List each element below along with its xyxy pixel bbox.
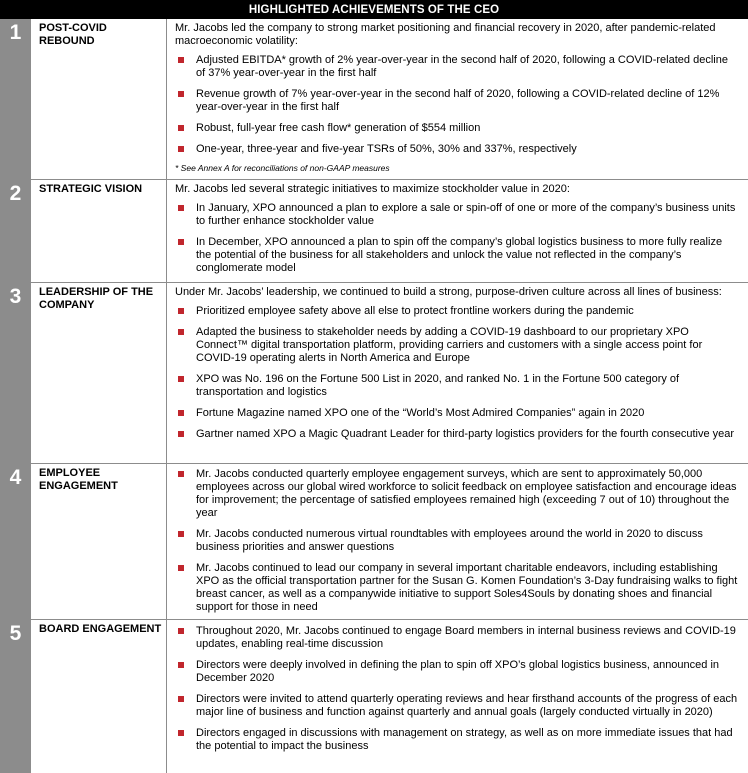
square-bullet-icon [178,696,184,702]
list-item: Adjusted EBITDA* growth of 2% year-over-year in the second half of 2020, following a COVID-related decline of 37% year-over-year in the first half [175,54,740,80]
bullet-list [175,625,740,753]
list-item: Revenue growth of 7% year-over-year in the second half of 2020, following a COVID-related decline of 12% year-over-year in the first half [175,88,740,114]
section-number: 4 [0,464,31,619]
section-content [175,625,740,761]
section-intro: Mr. Jacobs led the company to strong market positioning and financial recovery in 2020, after pandemic-related macroeconomic volatility: [175,22,716,47]
square-bullet-icon [178,531,184,537]
section-title: LEADERSHIP OF THE COMPANY [39,286,154,311]
footnote: * See Annex A for reconciliations of non-GAAP measures [175,163,390,173]
square-bullet-icon [178,308,184,314]
section-content [175,19,740,175]
list-item: Gartner named XPO a Magic Quadrant Leader for third-party logistics providers for the fourth consecutive year [175,428,740,441]
list-item: One-year, three-year and five-year TSRs of 50%, 30% and 337%, respectively [175,143,740,156]
list-item: Robust, full-year free cash flow* generation of $554 million [175,122,740,135]
section-row [0,19,748,180]
list-item: Adapted the business to stakeholder needs by adding a COVID-19 dashboard to our proprietary XPO Connect™ digital transportation platform, providing carriers and customers with a single access point for COVID-19 operating alerts in North America and Europe [175,326,740,365]
square-bullet-icon [178,730,184,736]
section-row [0,180,748,283]
section-title-cell [31,620,167,773]
section-intro: Mr. Jacobs led several strategic initiatives to maximize stockholder value in 2020: [175,183,570,195]
list-item: Directors engaged in discussions with management on strategy, as well as on more immediate issues that had the potential to impact the business [175,727,740,753]
section-number: 5 [0,620,31,773]
bullet-list [175,202,740,275]
square-bullet-icon [178,205,184,211]
square-bullet-icon [178,146,184,152]
list-item: In December, XPO announced a plan to spin off the company’s global logistics business to more fully realize the potential of the business for all stakeholders and unlock the value not reflected in the company’s conglomerate model [175,236,740,275]
square-bullet-icon [178,329,184,335]
bullet-list [175,305,740,441]
section-row [0,464,748,620]
square-bullet-icon [178,57,184,63]
section-title: POST-COVID REBOUND [39,22,107,47]
section-number: 2 [0,180,31,282]
section-title: EMPLOYEE ENGAGEMENT [39,467,118,492]
section-title-cell [31,283,167,463]
section-content [175,180,740,283]
section-title-cell [31,464,167,619]
square-bullet-icon [178,471,184,477]
section-content [175,468,740,622]
square-bullet-icon [178,91,184,97]
list-item: Mr. Jacobs conducted quarterly employee engagement surveys, which are sent to approximately 50,000 employees across our global wired workforce to solicit feedback on employee satisfaction and encourage ideas for improvement; the percentage of satisfied employees remained high (exceeding 7 out of 10) throughout the year [175,468,740,520]
square-bullet-icon [178,431,184,437]
list-item: Mr. Jacobs conducted numerous virtual roundtables with employees around the world in 2020 to discuss business priorities and answer questions [175,528,740,554]
section-intro: Under Mr. Jacobs’ leadership, we continued to build a strong, purpose-driven culture across all lines of business: [175,286,722,298]
section-number: 1 [0,19,31,179]
square-bullet-icon [178,376,184,382]
list-item: Directors were deeply involved in defining the plan to spin off XPO’s global logistics business, announced in December 2020 [175,659,740,685]
list-item: In January, XPO announced a plan to explore a sale or spin-off of one or more of the company’s business units to further enhance stockholder value [175,202,740,228]
section-content [175,283,740,449]
list-item: XPO was No. 196 on the Fortune 500 List in 2020, and ranked No. 1 in the Fortune 500 category of transportation and logistics [175,373,740,399]
list-item: Directors were invited to attend quarterly operating reviews and hear firsthand accounts of the progress of each major line of business and function against quarterly and annual goals (largely conducted virtually in 2020) [175,693,740,719]
square-bullet-icon [178,565,184,571]
section-number: 3 [0,283,31,463]
list-item: Prioritized employee safety above all else to protect frontline workers during the pandemic [175,305,740,318]
table-title: HIGHLIGHTED ACHIEVEMENTS OF THE CEO [248,4,500,16]
section-row [0,620,748,773]
square-bullet-icon [178,239,184,245]
square-bullet-icon [178,125,184,131]
list-item: Fortune Magazine named XPO one of the “World’s Most Admired Companies” again in 2020 [175,407,740,420]
section-title: BOARD ENGAGEMENT [39,623,162,635]
bullet-list [175,468,740,614]
section-row [0,283,748,464]
square-bullet-icon [178,628,184,634]
section-title-cell [31,19,167,179]
bullet-list [175,54,740,156]
list-item: Throughout 2020, Mr. Jacobs continued to engage Board members in internal business reviews and COVID-19 updates, enabling real-time discussion [175,625,740,651]
square-bullet-icon [178,662,184,668]
section-title: STRATEGIC VISION [39,183,143,195]
table-header [0,0,748,19]
section-title-cell [31,180,167,282]
list-item: Mr. Jacobs continued to lead our company in several important charitable endeavors, including establishing XPO as the official transportation partner for the Susan G. Komen Foundation’s 3-Day fundraising walks to fight breast cancer, as well as a companywide initiative to support Soles4Souls by donating shoes and financial support for those in need [175,562,740,614]
square-bullet-icon [178,410,184,416]
